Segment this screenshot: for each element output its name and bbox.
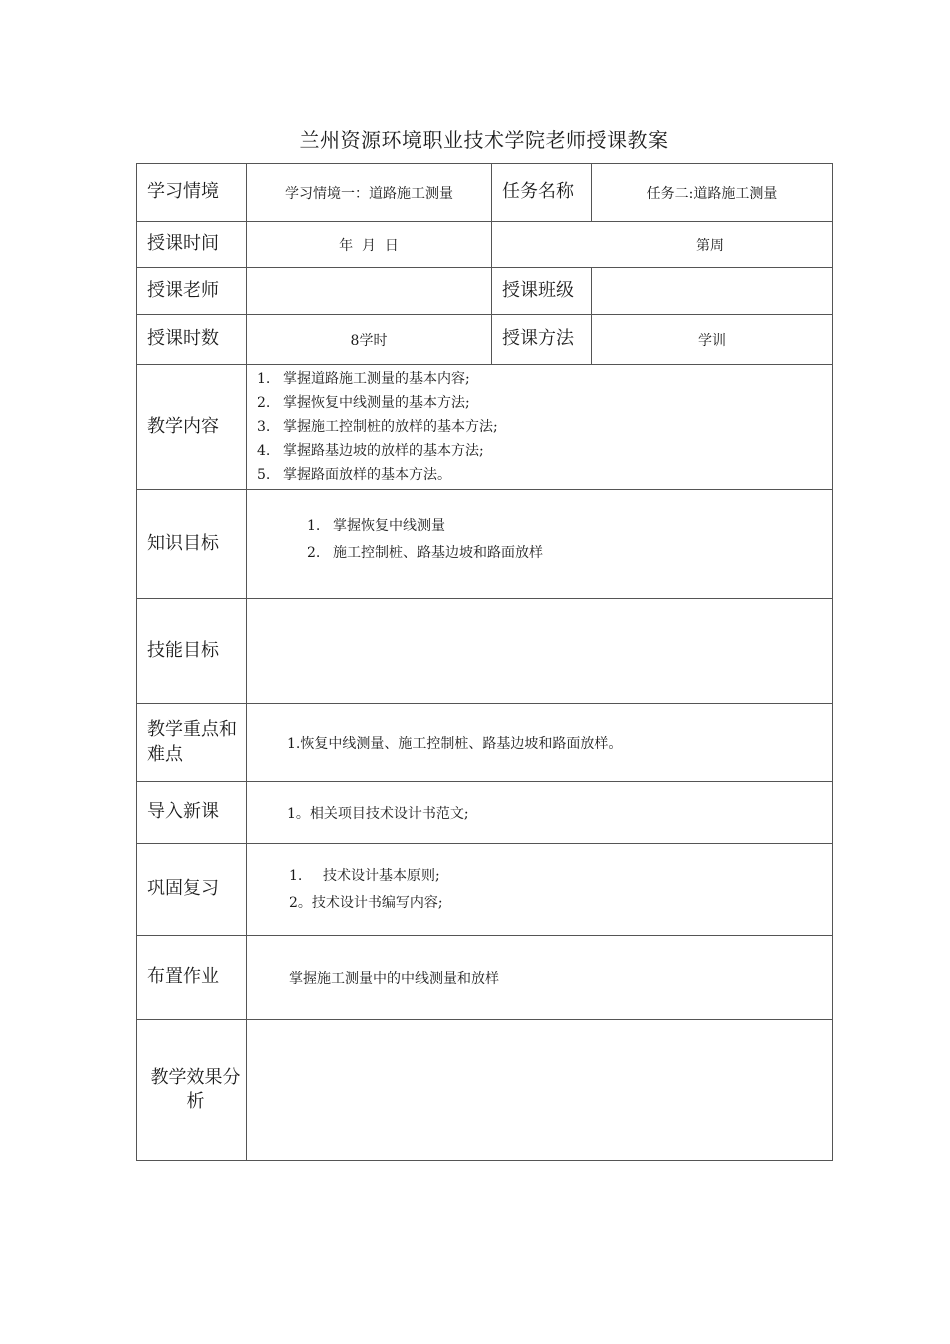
content-list — [257, 367, 832, 487]
content-cell — [247, 365, 833, 490]
list-item: 2. 掌握恢复中线测量的基本方法; — [257, 395, 470, 411]
method-value: 学训 — [592, 315, 833, 365]
row-time — [137, 222, 833, 268]
review-line-1: 1. 技术设计基本原则; — [289, 867, 440, 884]
knowledge-cell — [247, 490, 833, 599]
analysis-label-line1: 教学效果分 — [150, 1066, 241, 1088]
analysis-label — [137, 1020, 247, 1161]
review-label: 巩固复习 — [137, 844, 247, 936]
scenario-label: 学习情境 — [137, 164, 247, 222]
skills-label: 技能目标 — [137, 599, 247, 704]
knowledge-label: 知识目标 — [137, 490, 247, 599]
row-intro — [137, 782, 833, 844]
date-value: 年 月 日 — [247, 222, 492, 268]
task-name-value: 任务二:道路施工测量 — [592, 164, 833, 222]
teacher-value — [247, 268, 492, 315]
hours-value: 8学时 — [247, 315, 492, 365]
keypoints-value: 1.恢复中线测量、施工控制桩、路基边坡和路面放样。 — [247, 704, 833, 782]
row-knowledge — [137, 490, 833, 599]
intro-label: 导入新课 — [137, 782, 247, 844]
list-item: 1. 掌握道路施工测量的基本内容; — [257, 371, 470, 387]
row-homework — [137, 936, 833, 1020]
row-skills — [137, 599, 833, 704]
row-hours — [137, 315, 833, 365]
teacher-label: 授课老师 — [137, 268, 247, 315]
content-label: 教学内容 — [137, 365, 247, 490]
method-label: 授课方法 — [492, 315, 592, 365]
class-label: 授课班级 — [492, 268, 592, 315]
keypoints-label — [137, 704, 247, 782]
skills-value — [247, 599, 833, 704]
row-keypoints — [137, 704, 833, 782]
keypoints-label-line2: 难点 — [147, 743, 183, 765]
list-item: 1. 掌握恢复中线测量 — [307, 518, 445, 534]
list-item: 2. 施工控制桩、路基边坡和路面放样 — [307, 545, 543, 561]
lesson-plan-table — [136, 163, 833, 1161]
time-label: 授课时间 — [137, 222, 247, 268]
homework-value: 掌握施工测量中的中线测量和放样 — [247, 936, 833, 1020]
scenario-value: 学习情境一：道路施工测量 — [247, 164, 492, 222]
hours-label: 授课时数 — [137, 315, 247, 365]
analysis-value — [247, 1020, 833, 1161]
list-item: 3. 掌握施工控制桩的放样的基本方法; — [257, 419, 498, 435]
page-title: 兰州资源环境职业技术学院老师授课教案 — [299, 128, 669, 152]
row-content — [137, 365, 833, 490]
keypoints-label-line1: 教学重点和 — [147, 719, 237, 741]
list-item: 4. 掌握路基边坡的放样的基本方法; — [257, 443, 484, 459]
week-text: 第周 — [696, 237, 724, 254]
intro-value: 1。相关项目技术设计书范文; — [247, 782, 833, 844]
class-value — [592, 268, 833, 315]
list-item: 5. 掌握路面放样的基本方法。 — [257, 467, 451, 483]
review-line-2: 2。技术设计书编写内容; — [289, 894, 443, 911]
homework-label: 布置作业 — [137, 936, 247, 1020]
review-cell — [247, 844, 833, 936]
analysis-label-line2: 析 — [186, 1091, 205, 1112]
row-review — [137, 844, 833, 936]
row-scenario — [137, 164, 833, 222]
row-analysis — [137, 1020, 833, 1161]
task-name-label: 任务名称 — [492, 164, 592, 222]
row-teacher — [137, 268, 833, 315]
week-value — [492, 222, 833, 268]
knowledge-list — [307, 513, 832, 567]
